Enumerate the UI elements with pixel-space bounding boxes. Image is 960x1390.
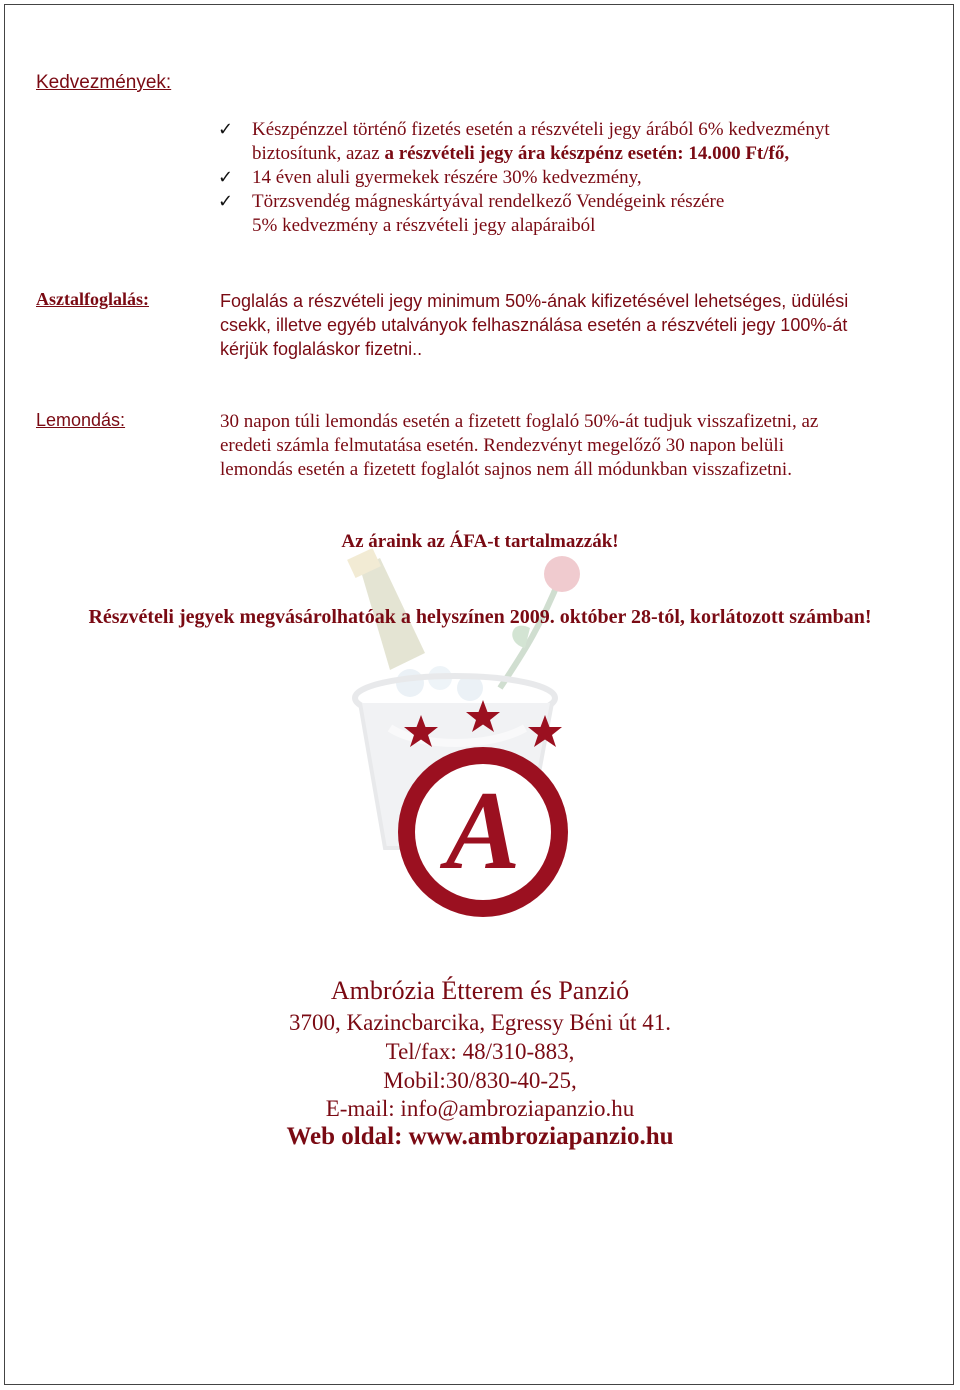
address: 3700, Kazincbarcika, Egressy Béni út 41. [289,1010,671,1035]
checkmark-icon: ✓ [218,119,234,140]
discount-cash-line2: biztosítunk, azaz a részvételi jegy ára készpénz esetén: 14.000 Ft/fő, [252,143,790,164]
cash-price: a részvételi jegy ára készpénz esetén: 14.000 Ft/fő, [384,143,790,164]
website[interactable]: Web oldal: www.ambroziapanzio.hu [286,1123,674,1150]
email: E-mail: info@ambroziapanzio.hu [325,1096,635,1121]
mobile: Mobil:30/830-40-25, [383,1068,577,1093]
discount-list [218,118,918,238]
checkmark-icon: ✓ [218,191,234,212]
tickets-notice: Részvételi jegyek megvásárolhatóak a helyszínen 2009. október 28-tól, korlátozott számban! [88,606,872,628]
phone: Tel/fax: 48/310-883, [385,1039,575,1064]
discount-cash-line1: Készpénzzel történő fizetés esetén a részvételi jegy árából 6% kedvezményt [252,119,830,140]
booking-text: Foglalás a részvételi jegy minimum 50%-ának kifizetésével lehetséges, üdülési csekk, illetve egyéb utalványok felhasználása esetén a részvételi jegy 100%-át kérjük foglaláskor fizetni.. [220,291,849,359]
discount-children: 14 éven aluli gyermekek részére 30% kedvezmény, [252,167,642,188]
discount-loyalty-line1: Törzsvendég mágneskártyával rendelkező Vendégeink részére [252,191,725,212]
cancellation-text: 30 napon túli lemondás esetén a fizetett foglaló 50%-át tudjuk visszafizetni, az eredeti számla felmutatása esetén. Rendezvényt megelőző 30 napon belüli lemondás esetén a fizetett foglalót sajnos nem áll módunkban visszafizetni. [220,411,819,480]
discounts-heading: Kedvezmények: [36,72,172,93]
vat-notice: Az áraink az ÁFA-t tartalmazzák! [341,531,619,552]
discount-loyalty-line2: 5% kedvezmény a részvételi jegy alapáraiból [252,215,596,236]
list-item [218,190,918,238]
logo-letter: A [445,769,521,893]
restaurant-name: Ambrózia Étterem és Panzió [330,976,630,1005]
booking-heading: Asztalfoglalás: [36,289,149,309]
checkmark-icon: ✓ [218,167,234,188]
ambrozia-logo [388,700,578,930]
cancellation-heading: Lemondás: [36,410,126,430]
list-item [218,166,918,190]
list-item [218,118,918,166]
star-icon [404,700,562,747]
